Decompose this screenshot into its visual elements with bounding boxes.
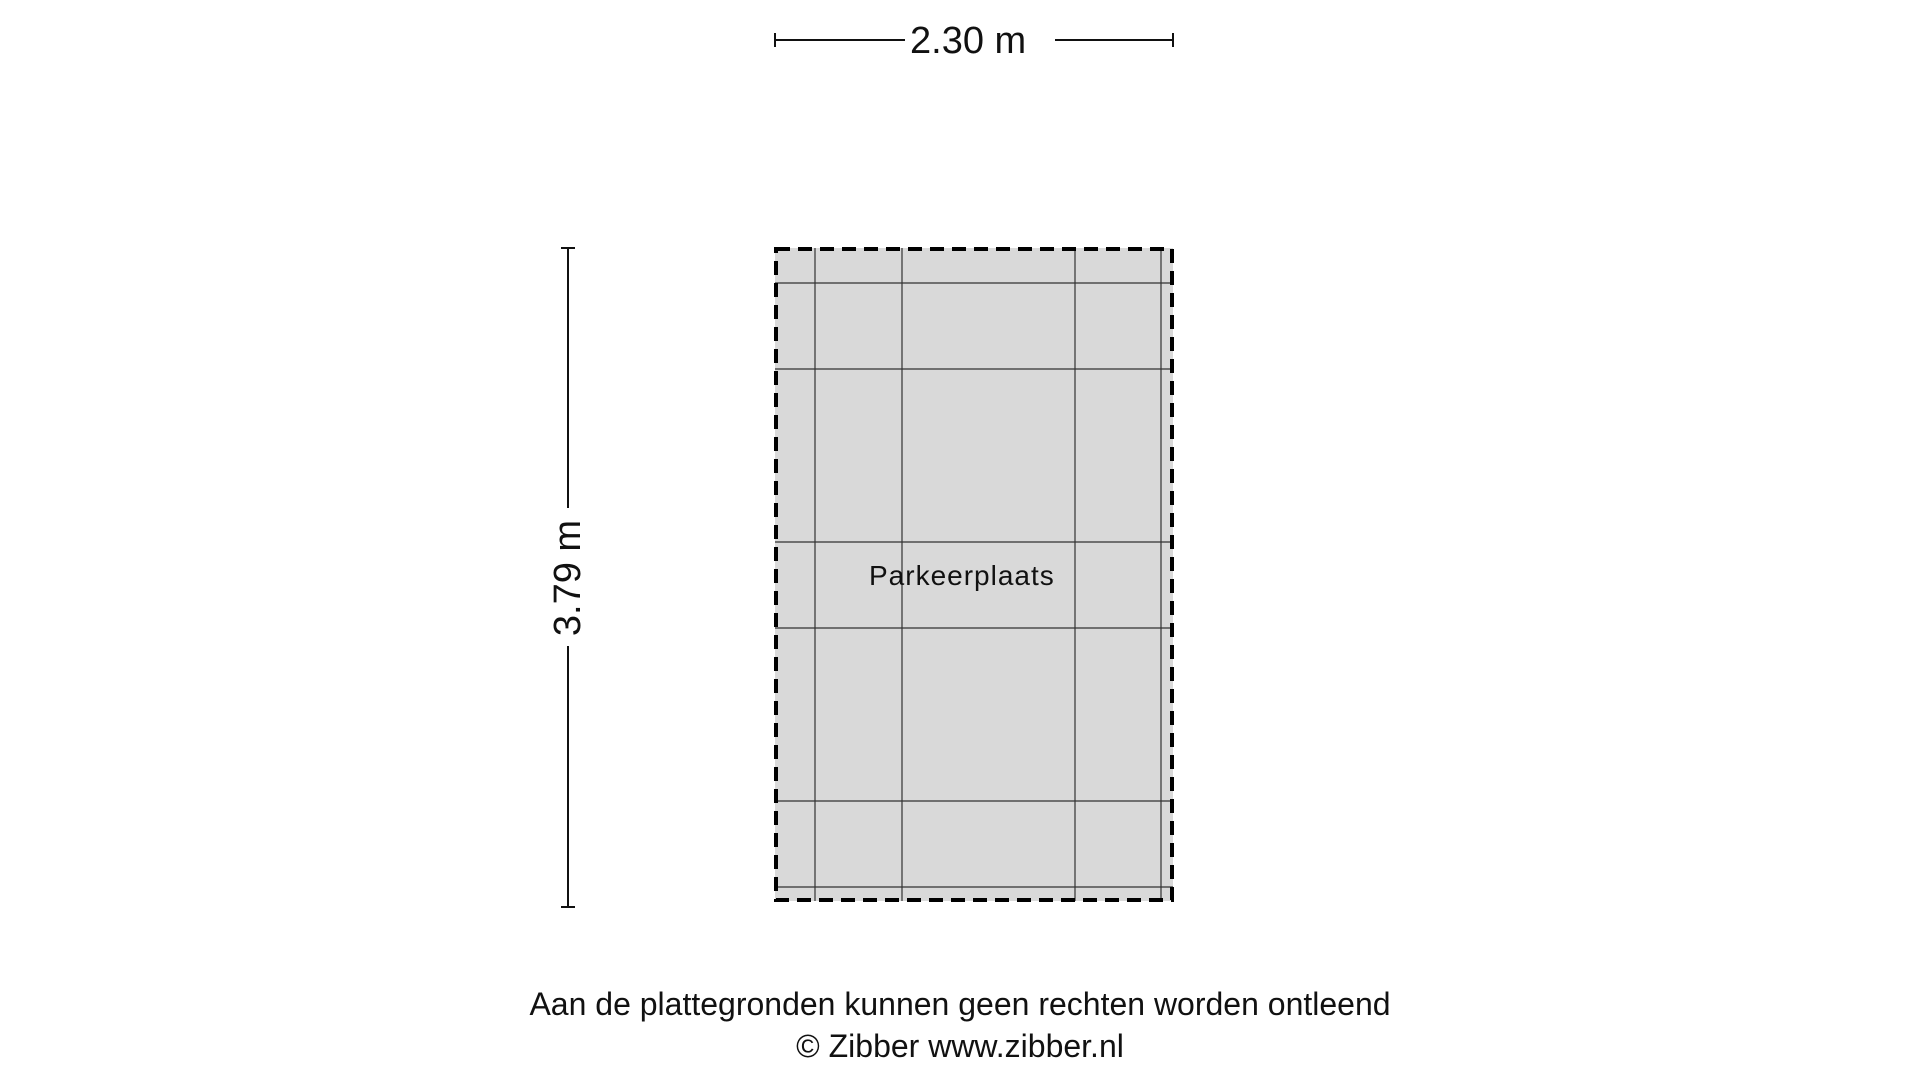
height-dimension-label: 3.79 m — [547, 519, 589, 637]
room-label-parkeerplaats: Parkeerplaats — [869, 560, 1055, 591]
disclaimer-text: Aan de plattegronden kunnen geen rechten worden ontleend — [529, 986, 1391, 1022]
width-dimension-label: 2.30 m — [910, 20, 1027, 62]
copyright-text: © Zibber www.zibber.nl — [796, 1028, 1124, 1064]
